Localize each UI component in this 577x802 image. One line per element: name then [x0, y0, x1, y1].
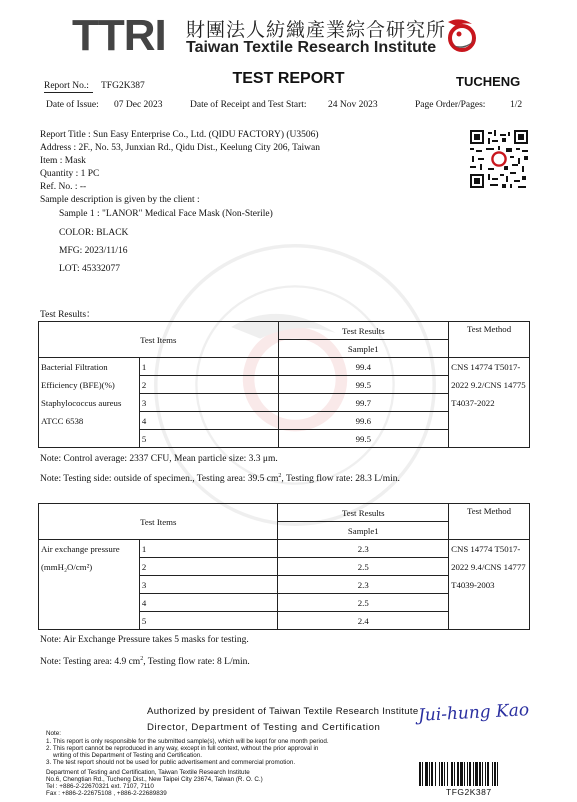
- report-title: TEST REPORT: [232, 70, 345, 87]
- note-control-average: Note: Control average: 2337 CFU, Mean particle size: 3.3 μm.: [40, 454, 278, 464]
- air-exchange-results-table: [38, 503, 530, 630]
- row-number: 2: [139, 558, 278, 576]
- test-item-line: Air exchange pressure: [39, 540, 140, 558]
- row-number: 4: [139, 412, 278, 430]
- issue-date: 07 Dec 2023: [114, 100, 163, 110]
- result-value: 99.6: [278, 412, 449, 430]
- location-label: TUCHENG: [456, 74, 521, 89]
- method-line: CNS 14774 T5017-: [449, 358, 530, 376]
- test-item-line: [39, 594, 140, 612]
- result-value: 2.4: [278, 612, 449, 630]
- note-testing-area: Note: Testing area: 4.9 $cm^2$, Testing flow rate: 8 L/min.: [40, 656, 250, 668]
- page-order-label: Page Order/Pages:: [415, 100, 486, 110]
- issue-date-label: Date of Issue:: [46, 100, 99, 110]
- qr-code: [470, 130, 528, 188]
- footer-department: Department of Testing and Certification, Taiwan Textile Research Institute: [46, 769, 250, 776]
- sample1-description: Sample 1 : "LANOR" Medical Face Mask (Non-Sterile): [59, 209, 273, 219]
- test-item-line: [39, 612, 140, 630]
- sample1-header: Sample1: [278, 522, 449, 540]
- method-line: 2022 9.2/CNS 14775: [449, 376, 530, 394]
- org-name-english: Taiwan Textile Research Institute: [186, 39, 437, 56]
- method-line: [449, 430, 530, 448]
- result-value: 2.3: [278, 576, 449, 594]
- footer-note-2b: writing of this Department of Testing and Certification.: [46, 752, 202, 759]
- sample-mfg: MFG: 2023/11/16: [59, 246, 128, 256]
- footer-note-2a: 2. This report cannot be reproduced in any way, except in full context, without the prior approval in: [46, 745, 319, 752]
- ttri-emblem-icon: [442, 14, 482, 54]
- result-value: 99.7: [278, 394, 449, 412]
- item-field: Item : Mask: [40, 156, 86, 166]
- result-value: 99.5: [278, 430, 449, 448]
- method-line: [449, 612, 530, 630]
- method-line: [449, 412, 530, 430]
- footer-note-title: Note:: [46, 730, 62, 737]
- report-no: TFG2K387: [101, 81, 145, 91]
- test-items-header: Test Items: [39, 504, 278, 540]
- test-item-line: Efficiency (BFE)(%): [39, 376, 140, 394]
- footer-tel: Tel : +886-2-22670321 ext. 7107, 7110: [46, 783, 154, 790]
- test-item-line: ATCC 6538: [39, 412, 140, 430]
- footer-note-1: 1. This report is only responsible for the submitted sample(s), which will be kept for one month period.: [46, 738, 329, 745]
- report-no-underline: [44, 92, 93, 93]
- receipt-date-label: Date of Receipt and Test Start:: [190, 100, 307, 110]
- footer-note-3: 3. The test report should not be used for public advertisement and commercial promotion.: [46, 759, 296, 766]
- result-value: 99.4: [278, 358, 449, 376]
- result-value: 2.5: [278, 594, 449, 612]
- test-items-header: Test Items: [39, 322, 279, 358]
- org-name-chinese: 財團法人紡織產業綜合研究所: [186, 19, 447, 41]
- barcode-text: TFG2K387: [446, 787, 492, 797]
- sample-description-label: Sample description is given by the client :: [40, 195, 200, 205]
- footer-fax: Fax : +886-2-22675108 , +886-2-22689839: [46, 790, 167, 797]
- client-address: Address : 2F., No. 53, Junxian Rd., Qidu Dist., Keelung City 206, Taiwan: [40, 143, 320, 153]
- sample1-header: Sample1: [278, 340, 449, 358]
- row-number: 1: [139, 540, 278, 558]
- row-number: 5: [139, 612, 278, 630]
- page-order: 1/2: [510, 100, 523, 110]
- test-item-line: [39, 430, 140, 448]
- method-line: 2022 9.4/CNS 14777: [449, 558, 530, 576]
- receipt-date: 24 Nov 2023: [328, 100, 378, 110]
- bfe-results-table: [38, 321, 530, 448]
- note-air-exchange: Note: Air Exchange Pressure takes 5 masks for testing.: [40, 635, 249, 645]
- director-signature: Jui-hung Kao: [417, 700, 530, 726]
- client-report-title: Report Title : Sun Easy Enterprise Co., Ltd. (QIDU FACTORY) (U3506): [40, 130, 319, 140]
- method-line: T4037-2022: [449, 394, 530, 412]
- note-testing-side: Note: Testing side: outside of specimen., Testing area: 39.5 $cm^2$, Testing flow rate: 28.3 L/min.: [40, 473, 400, 485]
- result-value: 2.5: [278, 558, 449, 576]
- test-method-header: Test Method: [449, 504, 530, 540]
- method-line: CNS 14774 T5017-: [449, 540, 530, 558]
- quantity-field: Quantity : 1 PC: [40, 169, 100, 179]
- test-results-header: Test Results: [278, 504, 449, 522]
- test-results-header: Test Results: [278, 322, 449, 340]
- method-line: [449, 594, 530, 612]
- authorized-by-text: Authorized by president of Taiwan Textile Research Institute: [147, 706, 419, 717]
- report-no-label: Report No.:: [44, 81, 89, 91]
- footer-address: No.6, Chengtian Rd., Tucheng Dist., New Taipei City 23674, Taiwan (R. O. C.): [46, 776, 263, 783]
- result-value: 99.5: [278, 376, 449, 394]
- row-number: 3: [139, 576, 278, 594]
- result-value: 2.3: [278, 540, 449, 558]
- sample-lot: LOT: 45332077: [59, 264, 121, 274]
- row-number: 2: [139, 376, 278, 394]
- test-item-line: [39, 576, 140, 594]
- test-method-header: Test Method: [449, 322, 530, 358]
- row-number: 4: [139, 594, 278, 612]
- test-results-label: Test Results：: [40, 310, 96, 320]
- ref-no-field: Ref. No. : --: [40, 182, 87, 192]
- sample-color: COLOR: BLACK: [59, 228, 129, 238]
- test-item-line: (mmH₂O/cm²): [39, 558, 140, 576]
- barcode: [419, 762, 551, 788]
- ttri-logo-text: TTRI: [72, 11, 166, 60]
- test-item-line: Bacterial Filtration: [39, 358, 140, 376]
- test-item-line: Staphylococcus aureus: [39, 394, 140, 412]
- row-number: 3: [139, 394, 278, 412]
- row-number: 5: [139, 430, 278, 448]
- method-line: T4039-2003: [449, 576, 530, 594]
- row-number: 1: [139, 358, 278, 376]
- director-title: Director, Department of Testing and Certification: [147, 722, 381, 733]
